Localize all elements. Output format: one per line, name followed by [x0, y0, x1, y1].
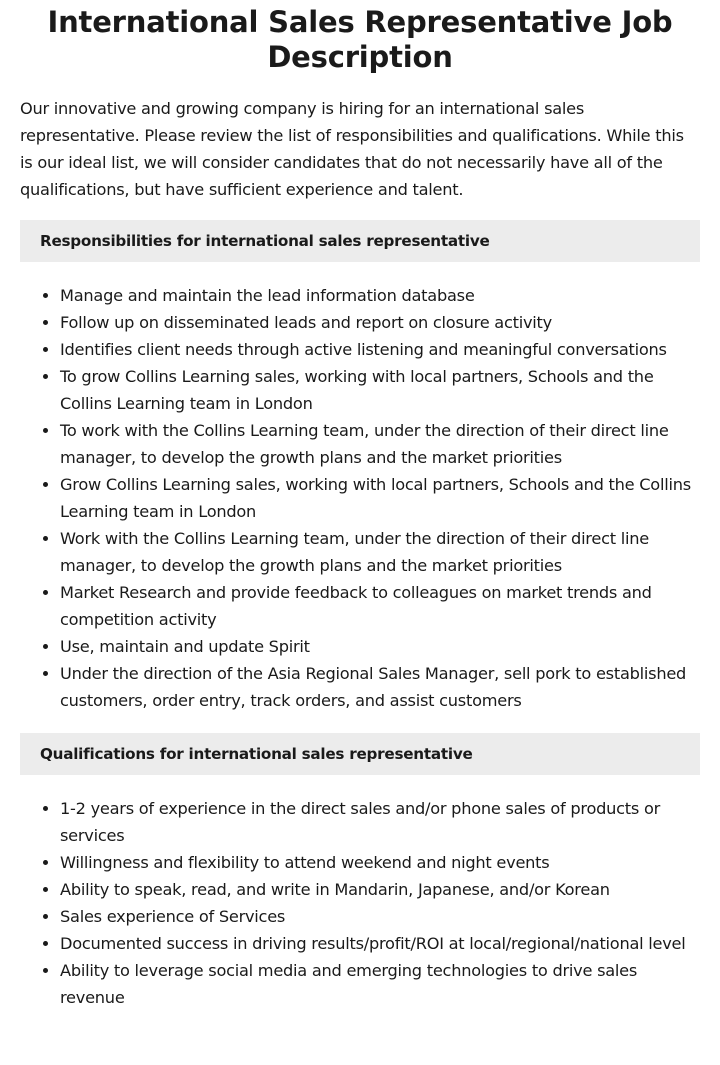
list-item: • Market Research and provide feedback to colleagues on market trends and competition activity: [60, 579, 700, 633]
list-item: • Ability to leverage social media and emerging technologies to drive sales revenue: [60, 957, 700, 1011]
page-title: International Sales Representative Job Description: [47, 5, 673, 74]
list-item: • To grow Collins Learning sales, working with local partners, Schools and the Collins Learning team in London: [60, 363, 700, 417]
job-description-page: [0, 5, 720, 1011]
list-item: • Documented success in driving results/profit/ROI at local/regional/national level: [60, 930, 700, 957]
qualifications-list: [20, 795, 700, 1011]
responsibilities-list: [20, 282, 700, 714]
list-item: • Under the direction of the Asia Regional Sales Manager, sell pork to established customers, order entry, track orders, and assist customers: [60, 660, 700, 714]
list-item: • Manage and maintain the lead information database: [60, 282, 700, 309]
responsibilities-heading: Responsibilities for international sales representative: [20, 220, 700, 262]
list-item: • Ability to speak, read, and write in Mandarin, Japanese, and/or Korean: [60, 876, 700, 903]
list-item: • Sales experience of Services: [60, 903, 700, 930]
list-item: • 1-2 years of experience in the direct sales and/or phone sales of products or services: [60, 795, 700, 849]
intro-paragraph: Our innovative and growing company is hiring for an international sales representative. Please review the list of responsibilities and qualifications. While this is our ideal list, we will consider candidates that do not necessarily have all of the qualifications, but have sufficient experience and talent.: [20, 99, 684, 199]
list-item: • Grow Collins Learning sales, working with local partners, Schools and the Collins Learning team in London: [60, 471, 700, 525]
list-item: • Work with the Collins Learning team, under the direction of their direct line manager, to develop the growth plans and the market priorities: [60, 525, 700, 579]
list-item: • Follow up on disseminated leads and report on closure activity: [60, 309, 700, 336]
list-item: • Identifies client needs through active listening and meaningful conversations: [60, 336, 700, 363]
list-item: • To work with the Collins Learning team, under the direction of their direct line manager, to develop the growth plans and the market priorities: [60, 417, 700, 471]
qualifications-heading: Qualifications for international sales representative: [20, 733, 700, 775]
list-item: • Use, maintain and update Spirit: [60, 633, 700, 660]
list-item: • Willingness and flexibility to attend weekend and night events: [60, 849, 700, 876]
